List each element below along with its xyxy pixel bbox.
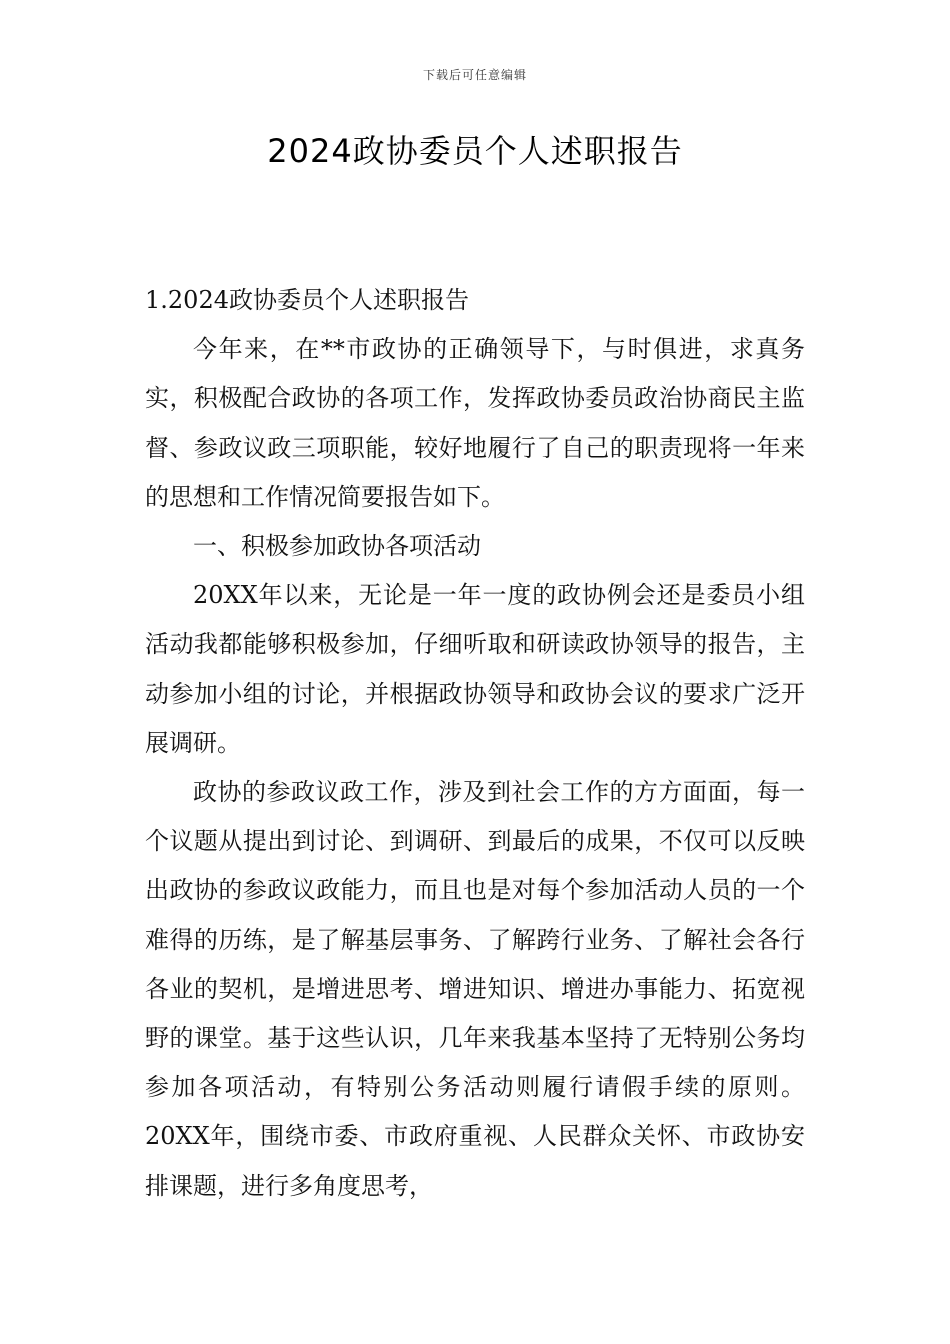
body-paragraph: 20XX年以来，无论是一年一度的政协例会还是委员小组活动我都能够积极参加，仔细听取和研读政协领导的报告，主动参加小组的讨论，并根据政协领导和政协会议的要求广泛开展调研。 [145,581,805,757]
subsection-heading: 一、积极参加政协各项活动 [193,532,481,561]
body-paragraph: 今年来，在**市政协的正确领导下，与时俱进，求真务实，积极配合政协的各项工作，发挥政协委员政治协商民主监督、参政议政三项职能，较好地履行了自己的职责现将一年来的思想和工作情况简要报告如下。 [145,335,805,511]
header-note: 下载后可任意编辑 [422,68,527,82]
section-heading: 1.2024政协委员个人述职报告 [145,286,469,314]
body-paragraph: 政协的参政议政工作，涉及到社会工作的方方面面，每一个议题从提出到讨论、到调研、到最后的成果，不仅可以反映出政协的参政议政能力，而且也是对每个参加活动人员的一个难得的历练，是了解基层事务、了解跨行业务、了解社会各行各业的契机，是增进思考、增进知识、增进办事能力、拓宽视野的课堂。基于这些认识，几年来我基本坚持了无特别公务均参加各项活动，有特别公务活动则履行请假手续的原则。20XX年，围绕市委、市政府重视、人民群众关怀、市政协安排课题，进行多角度思考， [145,778,805,1200]
document-title: 2024政协委员个人述职报告 [267,132,683,170]
document-body [145,276,805,1211]
